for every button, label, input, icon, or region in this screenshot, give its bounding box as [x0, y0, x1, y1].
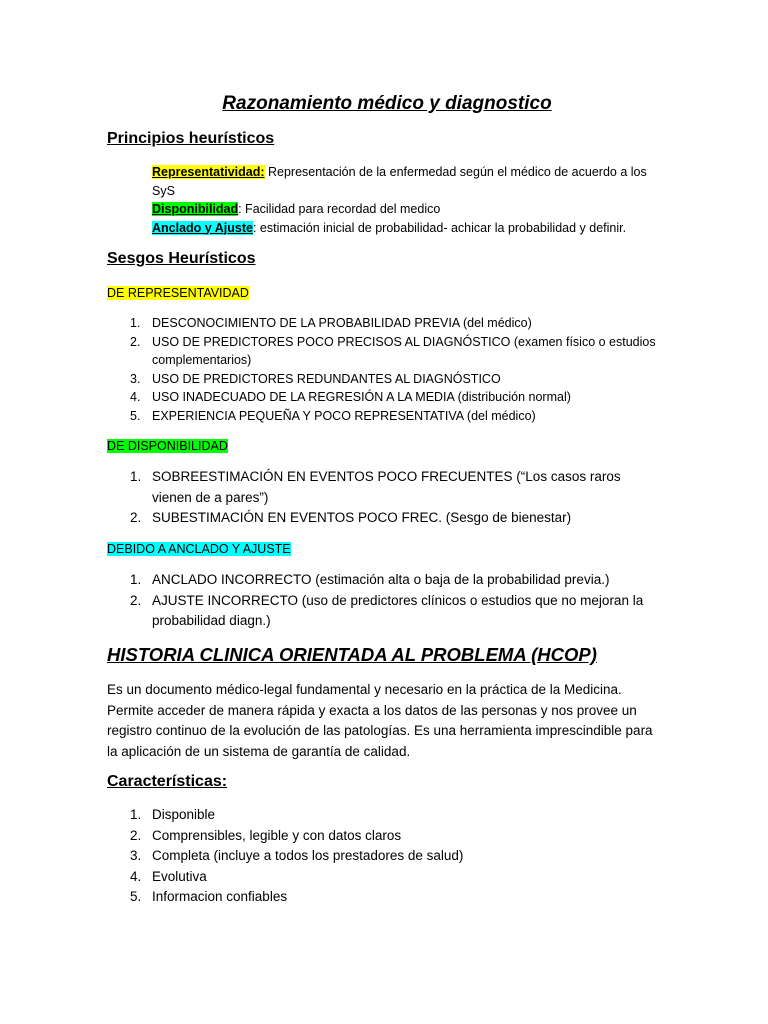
caracteristicas-heading: Características: — [107, 773, 228, 790]
label-representatividad: DE REPRESENTAVIDAD — [107, 286, 249, 300]
list-caracteristicas — [130, 805, 662, 908]
list-item: 1. DESCONOCIMIENTO DE LA PROBABILIDAD PREVIA (del médico) — [130, 316, 532, 330]
label-anclado: DEBIDO A ANCLADO Y AJUSTE — [107, 542, 291, 556]
list-item: 4. USO INADECUADO DE LA REGRESIÓN A LA MEDIA (distribución normal) — [130, 390, 571, 404]
list-item: 3. Completa (incluye a todos los prestadores de salud) — [130, 848, 464, 863]
hcop-heading: HISTORIA CLINICA ORIENTADA AL PROBLEMA (HCOP) — [107, 644, 597, 665]
hcop-paragraph: Es un documento médico-legal fundamental y necesario en la práctica de la Medicina. Permite acceder de manera rápida y exacta a los datos de las personas y nos provee un registro continuo de la evolución de las patologías. Es una herramienta imprescindible para la aplicación de un sistema de garantía de calidad. — [107, 682, 653, 759]
term-disponibilidad: Disponibilidad — [152, 202, 239, 216]
list-item: 5. EXPERIENCIA PEQUEÑA Y POCO REPRESENTATIVA (del médico) — [130, 408, 536, 423]
list-anclado — [130, 570, 662, 632]
label-disponibilidad: DE DISPONIBILIDAD — [107, 439, 228, 453]
list-item: 2. AJUSTE INCORRECTO (uso de predictores clínicos o estudios que no mejoran la probabilidad diagn.) — [130, 592, 644, 628]
list-item: 4. Evolutiva — [130, 868, 207, 884]
def-anclado: Anclado y Ajuste: estimación inicial de probabilidad- achicar la probabilidad y definir. — [152, 220, 627, 235]
sesgos-heading: Sesgos Heurísticos — [107, 250, 256, 267]
term-representatividad: Representatividad: — [152, 165, 265, 179]
principios-definitions — [152, 163, 662, 237]
list-item: 5. Informacion confiables — [130, 889, 288, 904]
list-representatividad — [130, 314, 662, 425]
def-disponibilidad: Disponibilidad: Facilidad para recordad del medico — [152, 202, 441, 216]
list-item: 1. ANCLADO INCORRECTO (estimación alta o baja de la probabilidad previa.) — [130, 572, 610, 587]
list-item: 1. SOBREESTIMACIÓN EN EVENTOS POCO FRECUENTES (“Los casos raros vienen de a pares”) — [130, 469, 621, 505]
def-representatividad: Representatividad: Representación de la enfermedad según el médico de acuerdo a los SyS — [152, 165, 647, 198]
term-anclado: Anclado y Ajuste — [152, 220, 253, 235]
document-title: Razonamiento médico y diagnostico — [222, 93, 552, 114]
list-item: 3. USO DE PREDICTORES REDUNDANTES AL DIAGNÓSTICO — [130, 371, 501, 386]
list-item: 1. Disponible — [130, 807, 216, 822]
list-item: 2. Comprensibles, legible y con datos claros — [130, 827, 402, 843]
list-item: 2. SUBESTIMACIÓN EN EVENTOS POCO FREC. (Sesgo de bienestar) — [130, 510, 572, 525]
list-item: 2. USO DE PREDICTORES POCO PRECISOS AL DIAGNÓSTICO (examen físico o estudios complementarios) — [130, 334, 656, 367]
principios-heading: Principios heurísticos — [107, 130, 275, 147]
list-disponibilidad — [130, 467, 662, 529]
